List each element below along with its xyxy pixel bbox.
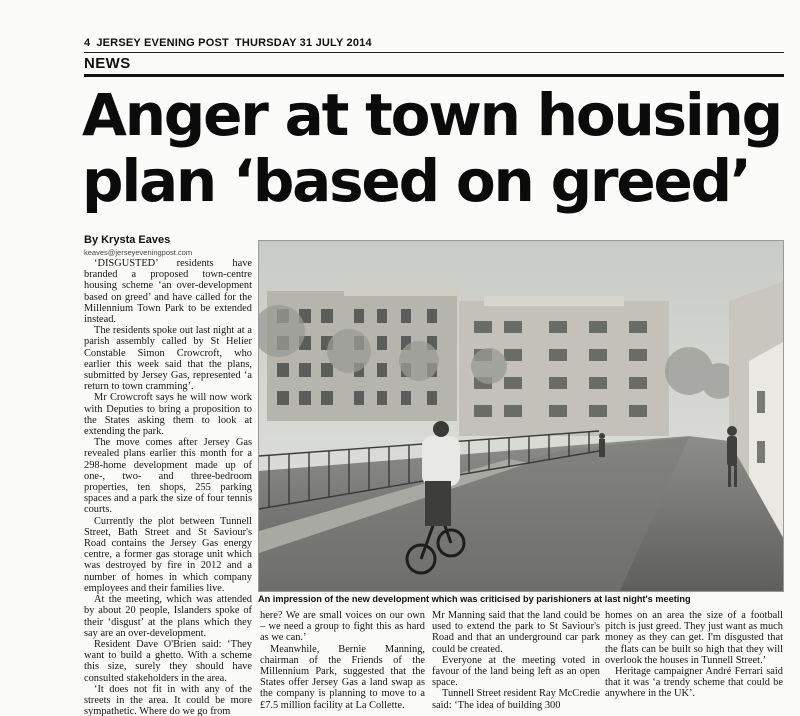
issue-date: THURSDAY 31 JULY 2014 (234, 37, 372, 49)
paragraph: Resident Dave O'Brien said: ‘They want to build a ghetto. With a scheme this size, surely they should have consulted stakeholders in the area. (84, 638, 252, 684)
paragraph: ‘It does not fit in with any of the streets in the area. It could be more sympathetic. Where do we go from (84, 683, 252, 716)
paragraph: homes on an area the size of a football pitch is just greed. They just want as much money as they can get. I'm disgusted that the flats can be built so high that they will overlook the houses in Tunnell Street.’ (605, 610, 783, 666)
paper-name: JERSEY EVENING POST (96, 37, 229, 49)
paragraph: Currently the plot between Tunnell Street, Bath Street and St Saviour's Road contains the Jersey Gas energy centre, a former gas storage unit which was destroyed by fire in 2012 and a number of homes in which company employees and their families live. (84, 515, 252, 594)
author-email: keaves@jerseyeveningpost.com (84, 248, 193, 257)
section-label: NEWS (84, 55, 131, 72)
paragraph: Meanwhile, Bernie Manning, chairman of the Friends of the Millennium Park, suggested that the States offer Jersey Gas a land swap as the company is planning to move to a £7.5 million facility at La Collette. (260, 643, 425, 711)
byline: By Krysta Eaves (84, 234, 171, 246)
article-column-1 (84, 258, 252, 716)
photo-caption: An impression of the new development which was criticised by parishioners at last night's meeting (258, 594, 691, 604)
paragraph: The move comes after Jersey Gas revealed plans earlier this month for a 298-home development made up of one-, two- and three-bedroom properties, ten shops, 255 parking spaces and a park the size of four tennis courts. (84, 437, 252, 516)
headline (82, 82, 788, 214)
street-illustration (259, 241, 784, 592)
paragraph: Heritage campaigner André Ferrari said that it was ‘a trendy scheme that could be anywhere in the UK’. (605, 666, 783, 700)
folio-rule (84, 52, 784, 53)
article-column-2 (260, 610, 425, 716)
page-number: 4 (84, 37, 91, 49)
headline-line-2: plan ‘based on greed’ (82, 147, 750, 215)
article-column-3 (432, 610, 600, 716)
paragraph: ‘DISGUSTED’ residents have branded a proposed town-centre housing scheme ‘an over-development based on greed’ and have called for the Millennium Town Park to be extended instead. (84, 258, 252, 326)
paragraph: Mr Crowcroft says he will now work with Deputies to bring a proposition to the States asking them to look at extending the park. (84, 392, 252, 438)
article-column-4 (605, 610, 783, 716)
section-rule (84, 74, 784, 77)
folio-line (84, 35, 784, 51)
paragraph: Mr Manning said that the land could be used to extend the park to St Saviour's Road and that an underground car park could be created. (432, 610, 600, 655)
paragraph: Tunnell Street resident Ray McCredie said: ‘The idea of building 300 (432, 688, 600, 711)
paragraph: At the meeting, which was attended by about 20 people, Islanders spoke of their ‘disgust’ at the plans which they say are an over-development. (84, 594, 252, 639)
headline-line-1: Anger at town housing (82, 81, 781, 149)
paragraph: The residents spoke out last night at a parish assembly called by St Helier Constable Simon Crowcroft, who earlier this week said that the plans, submitted by Jersey Gas, represented ‘a return to town cramming’. (84, 325, 252, 393)
development-impression-photo (258, 240, 784, 592)
paragraph: Everyone at the meeting voted in favour of the land being left as an open space. (432, 654, 600, 689)
paragraph: here? We are small voices on our own – we need a group to fight this as hard as we can.’ (260, 610, 425, 644)
